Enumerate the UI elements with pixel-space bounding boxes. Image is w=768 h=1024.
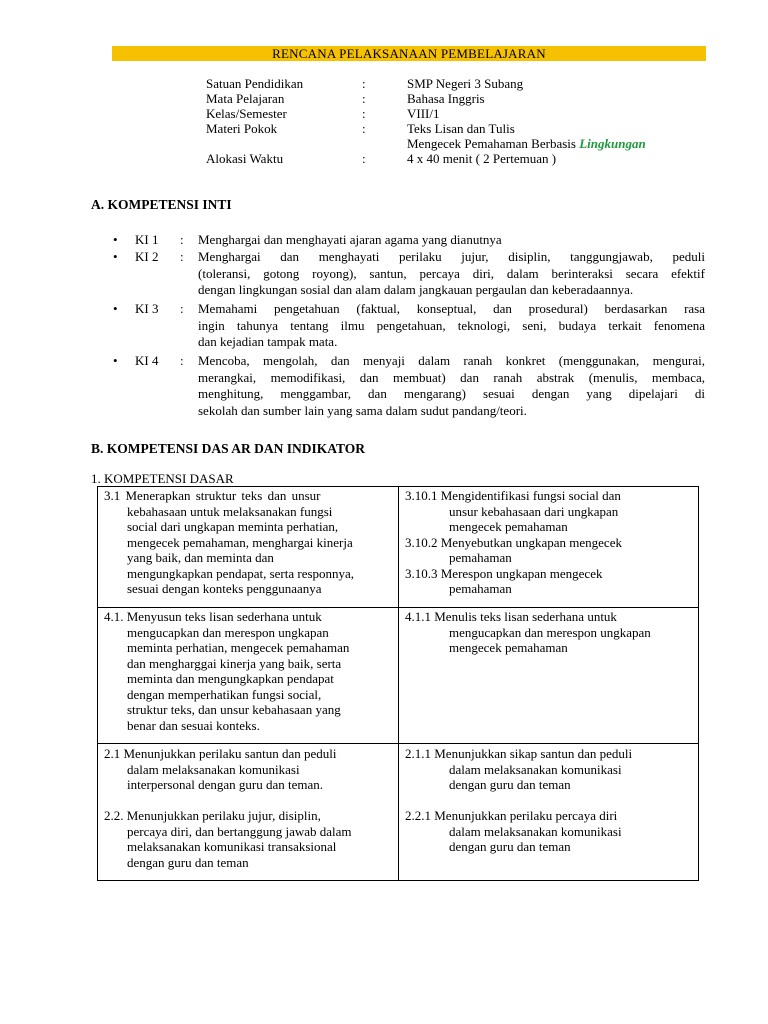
meta-colon: : [362, 91, 366, 106]
kompetensi-table [97, 486, 699, 881]
section-a-heading: A. KOMPETENSI INTI [91, 197, 232, 212]
ki-line: merangkai, memodifikasi, dan membuat) dan ranah abstrak (menulis, membaca, [198, 369, 705, 385]
bullet-icon: • [113, 232, 118, 247]
meta-label: Satuan Pendidikan [206, 76, 304, 91]
cell-line: 2.1 Menunjukkan perilaku santun dan peduli [104, 746, 337, 761]
cell-line: 4.1.1 Menulis teks lisan sederhana untuk [405, 609, 617, 624]
cell-line: meminta perhatian, mengecek pemahaman [127, 640, 350, 655]
cell-line: kebahasaan untuk melaksanakan fungsi [127, 503, 333, 519]
ki-line: dengan lingkungan sosial dan alam dalam jangkauan pergaulan dan keberadaannya. [198, 282, 634, 297]
indikator-cell [399, 487, 699, 608]
cell-line: dan mengharggai kinerja yang baik, serta [127, 655, 342, 671]
cell-line: meminta dan mengungkapkan pendapat [127, 671, 334, 686]
table-row [98, 744, 699, 881]
bullet-icon: • [113, 249, 118, 264]
cell-line: dalam melaksanakan komunikasi [127, 761, 300, 777]
cell-line: dalam melaksanakan komunikasi [449, 823, 622, 839]
meta-label: Alokasi Waktu [206, 151, 284, 166]
ki-code: KI 1 [135, 232, 159, 247]
cell-line: yang baik, dan meminta dan [127, 550, 274, 565]
cell-line: 3.10.3 Merespon ungkapan mengecek [405, 565, 603, 581]
cell-line: sesuai dengan konteks penggunaanya [127, 581, 322, 596]
kd-cell [98, 608, 399, 744]
meta-colon: : [362, 121, 366, 136]
cell-line: mengucapkan dan merespon ungkapan [127, 624, 329, 640]
cell-line: social dari ungkapan meminta perhatian, [127, 519, 339, 534]
ki-text [198, 249, 705, 299]
ki-colon: : [180, 353, 184, 368]
meta-label: Kelas/Semester [206, 106, 287, 121]
cell-line: benar dan sesuai konteks. [127, 717, 260, 733]
ki-line: dan kejadian tampak mata. [198, 334, 338, 349]
ki-line: (toleransi, gotong royong), santun, percaya diri, dalam berinteraksi secara efektif [198, 265, 705, 281]
kompetensi-dasar-subheading: 1. KOMPETENSI DASAR [91, 471, 234, 486]
cell-line: dengan guru dan teman [449, 777, 571, 792]
cell-line: mengecek pemahaman [449, 640, 568, 655]
bullet-icon: • [113, 353, 118, 368]
meta-colon: : [362, 76, 366, 91]
cell-line: pemahaman [449, 550, 512, 565]
cell-line: dengan memperhatikan fungsi social, [127, 686, 322, 702]
ki-line: Menghargai dan menghayati ajaran agama yang dianutnya [198, 232, 502, 247]
cell-line: 3.1 Menerapkan struktur teks dan unsur [104, 488, 321, 503]
cell-line: mengecek pemahaman, menghargai kinerja [127, 534, 353, 550]
ki-text [198, 353, 705, 419]
meta-highlight: Lingkungan [579, 136, 646, 151]
cell-line: 4.1. Menyusun teks lisan sederhana untuk [104, 609, 322, 624]
cell-line: interpersonal dengan guru dan teman. [127, 777, 324, 792]
cell-line: 3.10.2 Menyebutkan ungkapan mengecek [405, 534, 622, 550]
cell-line: dalam melaksanakan komunikasi [449, 761, 622, 777]
document-title: RENCANA PELAKSANAAN PEMBELAJARAN [112, 46, 706, 61]
table-row [98, 608, 699, 744]
cell-line: mengecek pemahaman [449, 519, 568, 534]
section-b-heading: B. KOMPETENSI DAS AR DAN INDIKATOR [91, 441, 366, 456]
ki-text [198, 232, 705, 249]
cell-line: 2.1.1 Menunjukkan sikap santun dan peduli [405, 746, 633, 761]
meta-label: Mata Pelajaran [206, 91, 285, 106]
cell-line: struktur teks, dan unsur kebahasaan yang [127, 702, 341, 717]
meta-colon: : [362, 151, 366, 166]
ki-line: Mencoba, mengolah, dan menyaji dalam ranah konkret (menggunakan, mengurai, [198, 353, 705, 368]
meta-value: 4 x 40 menit ( 2 Pertemuan ) [407, 151, 557, 166]
ki-line: menghitung, menggambar, dan mengarang) sesuai dengan yang dipelajari di [198, 386, 705, 401]
ki-colon: : [180, 232, 184, 247]
cell-line: mengucapkan dan merespon ungkapan [449, 624, 651, 640]
kd-cell [98, 487, 399, 608]
ki-line: Menghargai dan menghayati perilaku jujur, disiplin, tanggungjawab, peduli [198, 249, 705, 264]
ki-line: sekolah dan sumber lain yang sama dalam sudut pandang/teori. [198, 402, 527, 418]
ki-code: KI 3 [135, 301, 159, 316]
meta-value: SMP Negeri 3 Subang [407, 76, 524, 91]
indikator-cell [399, 608, 699, 744]
kd-cell [98, 744, 399, 881]
ki-line: Memahami pengetahuan (faktual, konseptual, dan prosedural) berdasarkan rasa [198, 301, 705, 316]
cell-line [405, 793, 692, 809]
ki-line: ingin tahunya tentang ilmu pengetahuan, teknologi, seni, budaya terkait fenomena [198, 317, 705, 333]
meta-value [407, 136, 646, 151]
meta-value: Bahasa Inggris [407, 91, 485, 106]
cell-line: pemahaman [449, 581, 512, 596]
ki-code: KI 2 [135, 249, 159, 264]
cell-line: 2.2.1 Menunjukkan perilaku percaya diri [405, 808, 618, 823]
meta-value-text: Mengecek Pemahaman Berbasis [407, 136, 580, 151]
cell-line [104, 793, 392, 809]
ki-colon: : [180, 249, 184, 264]
ki-colon: : [180, 301, 184, 316]
meta-value: VIII/1 [407, 106, 440, 121]
cell-line: 3.10.1 Mengidentifikasi fungsi social dan [405, 488, 621, 503]
cell-line: percaya diri, dan bertanggung jawab dalam [127, 823, 352, 839]
cell-line: unsur kebahasaan dari ungkapan [449, 503, 619, 519]
table-row [98, 487, 699, 608]
cell-line: 2.2. Menunjukkan perilaku jujur, disiplin, [104, 808, 321, 823]
cell-line: dengan guru dan teman [449, 839, 571, 854]
meta-colon: : [362, 106, 366, 121]
meta-label: Materi Pokok [206, 121, 278, 136]
cell-line: dengan guru dan teman [127, 854, 249, 870]
ki-text [198, 301, 705, 351]
ki-code: KI 4 [135, 353, 159, 368]
cell-line: melaksanakan komunikasi transaksional [127, 839, 337, 854]
meta-value: Teks Lisan dan Tulis [407, 121, 515, 136]
bullet-icon: • [113, 301, 118, 316]
cell-line: mengungkapkan pendapat, serta responnya, [127, 565, 355, 581]
indikator-cell [399, 744, 699, 881]
